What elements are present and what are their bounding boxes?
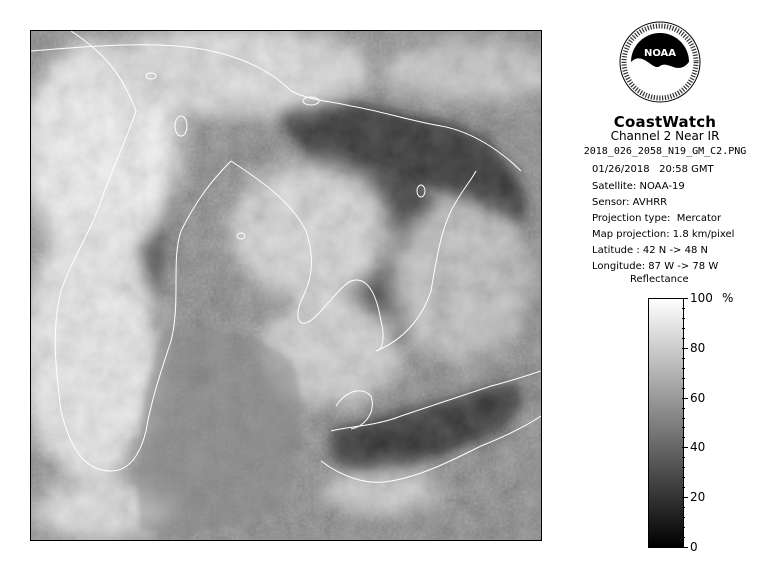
- satellite-image-map: [31, 31, 541, 540]
- scale-minor-tick: [682, 418, 685, 419]
- scale-tick-label: 20: [690, 490, 706, 504]
- scale-minor-tick: [682, 368, 685, 369]
- scale-minor-tick: [682, 388, 685, 389]
- scale-tick-label: 60: [690, 391, 706, 405]
- scale-minor-tick: [682, 457, 685, 458]
- scale-minor-tick: [682, 547, 685, 548]
- scale-minor-tick: [682, 437, 685, 438]
- scale-minor-tick: [682, 537, 685, 538]
- scale-minor-tick: [682, 318, 685, 319]
- scale-title: Reflectance: [630, 274, 689, 285]
- capture-date-time: 01/26/2018 20:58 GMT: [592, 164, 714, 175]
- scale-tick-label: 0: [690, 540, 698, 554]
- reflectance-color-scale: [648, 298, 684, 548]
- scale-tick-label: 80: [690, 341, 706, 355]
- scale-minor-tick: [682, 507, 685, 508]
- scale-minor-tick: [682, 328, 685, 329]
- scale-tick-label: 100: [690, 291, 713, 305]
- scale-minor-tick: [682, 348, 685, 349]
- scale-minor-tick: [682, 517, 685, 518]
- scale-minor-tick: [682, 398, 685, 399]
- file-name: 2018_026_2058_N19_GM_C2.PNG: [583, 146, 747, 157]
- scale-minor-tick: [682, 378, 685, 379]
- scale-minor-tick: [682, 487, 685, 488]
- scale-minor-tick: [682, 298, 685, 299]
- scale-minor-tick: [682, 477, 685, 478]
- scale-minor-tick: [682, 427, 685, 428]
- projection-type-info: Projection type: Mercator: [592, 213, 722, 224]
- logo-text: NOAA: [643, 48, 677, 59]
- scale-minor-tick: [682, 497, 685, 498]
- scale-minor-tick: [682, 308, 685, 309]
- scale-minor-tick: [682, 338, 685, 339]
- scale-minor-tick: [682, 358, 685, 359]
- scale-tick-label: 40: [690, 440, 706, 454]
- satellite-info: Satellite: NOAA-19: [592, 181, 685, 192]
- scale-minor-tick: [682, 408, 685, 409]
- scale-unit: %: [722, 291, 734, 305]
- longitude-info: Longitude: 87 W -> 78 W: [592, 261, 719, 272]
- scale-minor-tick: [682, 467, 685, 468]
- scale-minor-tick: [682, 447, 685, 448]
- channel-name: Channel 2 Near IR: [610, 129, 720, 143]
- scale-minor-tick: [682, 527, 685, 528]
- map-projection-info: Map projection: 1.8 km/pixel: [592, 229, 735, 240]
- latitude-info: Latitude : 42 N -> 48 N: [592, 245, 708, 256]
- sensor-info: Sensor: AVHRR: [592, 197, 668, 208]
- brand-title: CoastWatch: [613, 113, 717, 131]
- satellite-image: [30, 30, 542, 541]
- noaa-logo-icon: [618, 20, 702, 104]
